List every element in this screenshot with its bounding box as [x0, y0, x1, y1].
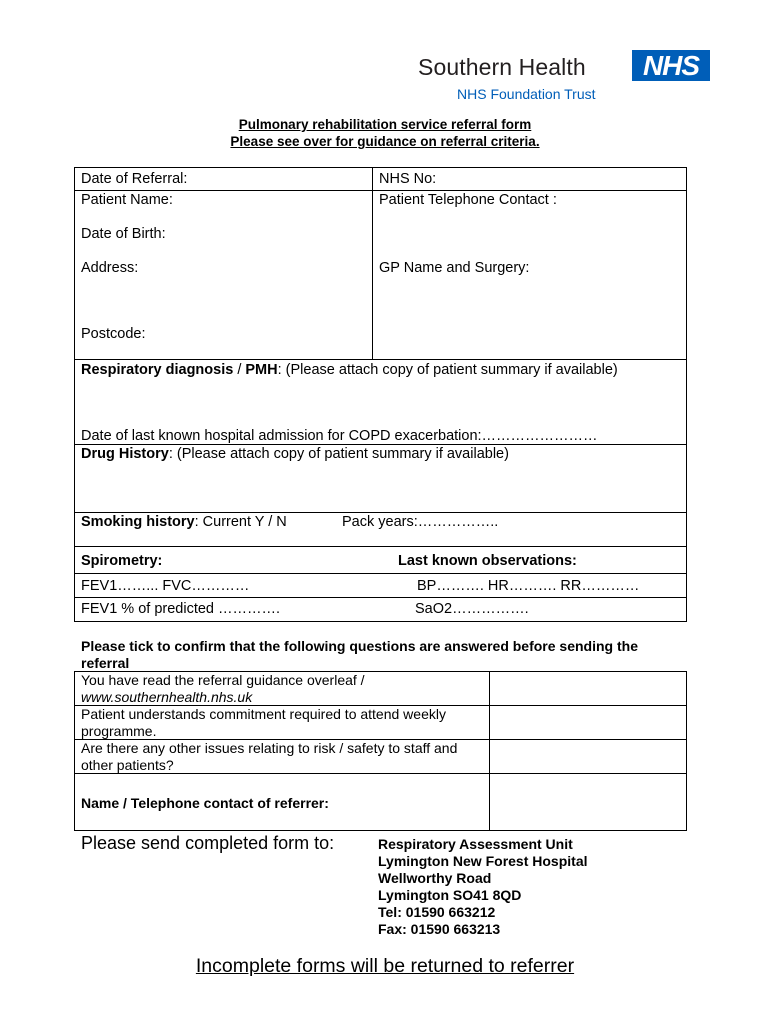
form-subtitle: Please see over for guidance on referral criteria. — [230, 134, 540, 149]
address-line: Respiratory Assessment Unit — [378, 836, 573, 852]
patient-name-label: Patient Name: — [81, 192, 173, 208]
nhs-number-label: NHS No: — [379, 171, 437, 187]
checklist-commitment-question: Patient understands commitment required to attend weekly programme. — [81, 706, 446, 739]
checklist-intro: Please tick to confirm that the following questions are answered before sending the referral — [81, 638, 638, 671]
respiratory-diagnosis-label: Respiratory diagnosis / PMH: (Please attach copy of patient summary if available) — [81, 362, 618, 378]
nhs-logo: NHS — [632, 50, 710, 81]
observations-label: Last known observations: — [398, 553, 577, 569]
address-line: Wellworthy Road — [378, 870, 492, 886]
spirometry-label: Spirometry: — [81, 553, 163, 569]
checklist-guidance-question: You have read the referral guidance overleaf / www.southernhealth.nhs.uk — [81, 672, 481, 706]
fev1-fvc-field: FEV1……... FVC………… — [81, 578, 250, 594]
tick-box-risk[interactable] — [491, 741, 685, 772]
postcode-label: Postcode: — [81, 326, 146, 342]
pack-years-label: Pack years:…………….. — [342, 514, 499, 530]
bp-hr-rr-field: BP………. HR………. RR………… — [417, 578, 640, 594]
fev1-percent-field: FEV1 % of predicted …………. — [81, 601, 281, 617]
org-name: Southern Health — [418, 54, 586, 80]
form-title: Pulmonary rehabilitation service referral form — [238, 117, 532, 132]
date-of-birth-label: Date of Birth: — [81, 226, 166, 242]
address-line: Fax: 01590 663213 — [378, 921, 501, 937]
send-to-label: Please send completed form to: — [81, 833, 335, 853]
patient-telephone-label: Patient Telephone Contact : — [379, 192, 557, 208]
tick-box-commitment[interactable] — [491, 707, 685, 738]
date-of-referral-label: Date of Referral: — [81, 171, 188, 187]
address-label: Address: — [81, 260, 139, 276]
last-admission-label: Date of last known hospital admission for COPD exacerbation:…………………… — [81, 428, 598, 444]
smoking-history-label: Smoking history: Current Y / N — [81, 514, 287, 530]
referrer-contact-field[interactable] — [491, 775, 685, 829]
southernhealth-link[interactable]: www.southernhealth.nhs.uk — [81, 689, 253, 705]
trust-name: NHS Foundation Trust — [457, 86, 596, 102]
address-line: Tel: 01590 663212 — [378, 904, 496, 920]
referrer-contact-label: Name / Telephone contact of referrer: — [81, 795, 329, 811]
tick-box-guidance[interactable] — [491, 673, 685, 704]
incomplete-forms-notice: Incomplete forms will be returned to referrer — [195, 955, 575, 977]
sao2-field: SaO2……………. — [415, 601, 529, 617]
drug-history-label: Drug History: (Please attach copy of patient summary if available) — [81, 446, 509, 462]
address-line: Lymington SO41 8QD — [378, 887, 522, 903]
address-line: Lymington New Forest Hospital — [378, 853, 588, 869]
gp-surgery-label: GP Name and Surgery: — [379, 260, 530, 276]
checklist-risk-question: Are there any other issues relating to risk / safety to staff and other patients? — [81, 740, 458, 773]
